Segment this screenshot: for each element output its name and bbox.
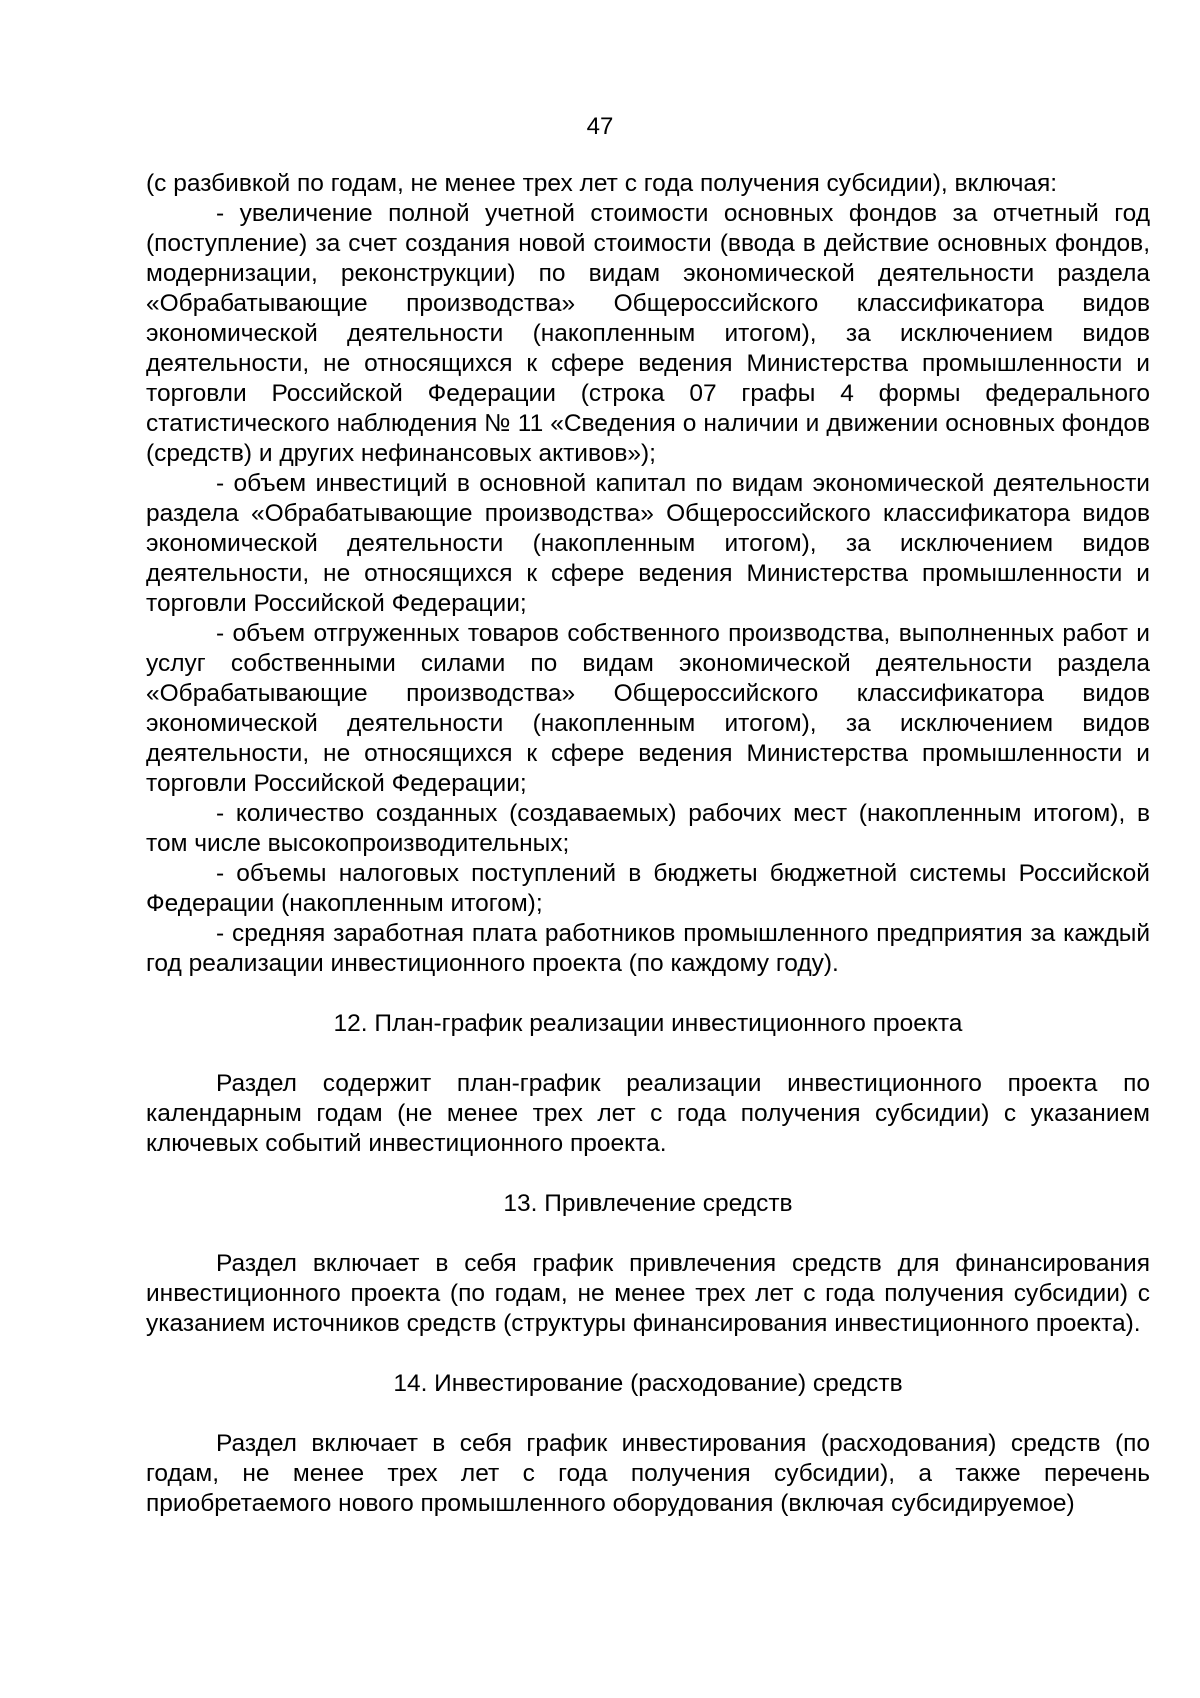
page-number: 47 (586, 113, 614, 140)
list-item: - средняя заработная плата работников промышленного предприятия за каждый год реализации инвестиционного проекта (по каждому году). (146, 920, 1150, 977)
list-item: - увеличение полной учетной стоимости основных фондов за отчетный год (поступление) за счет создания новой стоимости (ввода в действие основных фондов, модернизации, реконструкции) по видам экономической деятельности раздела «Обрабатывающие производства» Общероссийского классификатора видов экономической деятельности (накопленным итогом), за исключением видов деятельности, не относящихся к сфере ведения Министерства промышленности и торговли Российской Федерации (строка 07 графы 4 формы федерального статистического наблюдения № 11 «Сведения о наличии и движении основных фондов (средств) и других нефинансовых активов»); (146, 200, 1150, 467)
section-heading: 14. Инвестирование (расходование) средств (393, 1370, 903, 1397)
section-heading: 12. План-график реализации инвестиционного проекта (333, 1010, 963, 1037)
section-heading: 13. Привлечение средств (503, 1190, 793, 1217)
document-body (146, 169, 1150, 1519)
section-body: Раздел содержит план-график реализации инвестиционного проекта по календарным годам (не менее трех лет с года получения субсидии) с указанием ключевых событий инвестиционного проекта. (146, 1070, 1150, 1157)
section-body: Раздел включает в себя график инвестирования (расходования) средств (по годам, не менее трех лет с года получения субсидии), а также перечень приобретаемого нового промышленного оборудования (включая субсидируемое) (146, 1430, 1150, 1517)
list-item: - объемы налоговых поступлений в бюджеты бюджетной системы Российской Федерации (накопленным итогом); (146, 860, 1150, 917)
list-item: - количество созданных (создаваемых) рабочих мест (накопленным итогом), в том числе высокопроизводительных; (146, 800, 1150, 857)
list-item: - объем отгруженных товаров собственного производства, выполненных работ и услуг собственными силами по видам экономической деятельности раздела «Обрабатывающие производства» Общероссийского классификатора видов экономической деятельности (накопленным итогом), за исключением видов деятельности, не относящихся к сфере ведения Министерства промышленности и торговли Российской Федерации; (146, 620, 1150, 797)
list-item: - объем инвестиций в основной капитал по видам экономической деятельности раздела «Обрабатывающие производства» Общероссийского классификатора видов экономической деятельности (накопленным итогом), за исключением видов деятельности, не относящихся к сфере ведения Министерства промышленности и торговли Российской Федерации; (146, 470, 1150, 617)
section-body: Раздел включает в себя график привлечения средств для финансирования инвестиционного проекта (по годам, не менее трех лет с года получения субсидии) с указанием источников средств (структуры финансирования инвестиционного проекта). (146, 1250, 1150, 1337)
intro-paragraph: (с разбивкой по годам, не менее трех лет с года получения субсидии), включая: (146, 170, 1058, 197)
